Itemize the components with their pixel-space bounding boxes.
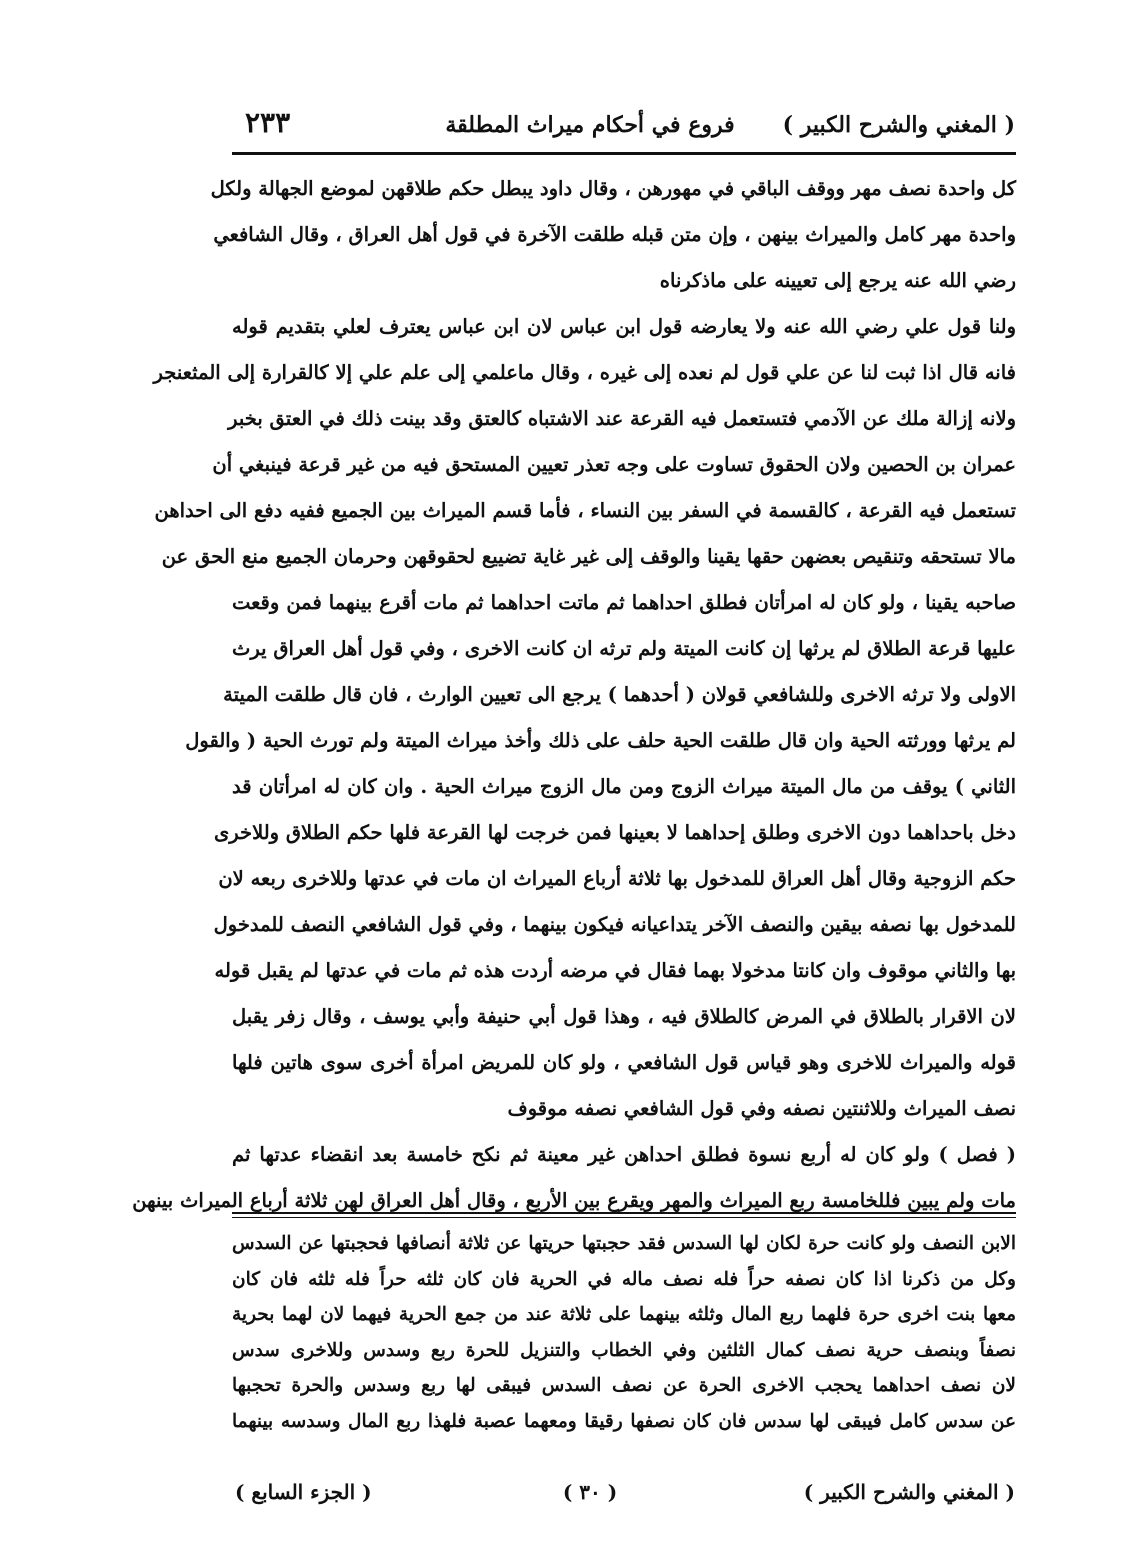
footer-sheet-number: ( ٣٠ ) <box>562 1480 618 1504</box>
text-line: مالا تستحقه وتنقيص بعضهن حقها يقينا والوقف إلى غير غاية تضييع لحقوقهن وحرمان الجميع منع الحق عن <box>161 545 1016 568</box>
text-line: تستعمل فيه القرعة ، كالقسمة في السفر بين النساء ، فأما قسم الميراث بين الجميع ففيه دفع الى احداهن <box>154 499 1016 522</box>
text-line: لم يرثها وورثته الحية وان قال طلقت الحية حلف على ذلك وأخذ ميراث الميتة ولم تورث الحية ( والقول <box>185 729 1016 752</box>
text-line: معها بنت اخرى حرة فلهما ربع المال وثلثه بينهما على ثلاثة عند من جمع الحرية فيهما لان لهما بحرية <box>232 1304 1016 1325</box>
footnote-text <box>232 1226 1016 1439</box>
text-line: عمران بن الحصين ولان الحقوق تساوت على وجه تعذر تعيين المستحق فيه من غير قرعة فينبغي أن <box>212 453 1016 476</box>
running-header-section-title: فروع في أحكام ميراث المطلقة <box>445 112 735 138</box>
footer-volume: ( الجزء السابع ) <box>235 1480 372 1504</box>
text-line: نصفاً وبنصف حرية نصف كمال الثلثين وفي الخطاب والتنزيل للحرة ربع وسدس وللاخرى سدس <box>232 1339 1016 1361</box>
text-line: رضي الله عنه يرجع إلى تعيينه على ماذكرناه <box>659 269 1016 292</box>
footnote-divider-rule-2 <box>232 1217 1016 1218</box>
running-header-book-title: ( المغني والشرح الكبير ) <box>782 112 1015 138</box>
text-line: للمدخول بها نصفه بيقين والنصف الآخر يتداعيانه فيكون بينهما ، وفي قول الشافعي النصف للمدخول <box>213 913 1016 936</box>
text-line: دخل باحداهما دون الاخرى وطلق إحداهما لا بعينها فمن خرجت لها القرعة فلها حكم الطلاق وللاخرى <box>214 821 1016 844</box>
text-line: لان نصف احداهما يحجب الاخرى الحرة عن نصف السدس فيبقى لها ربع وسدس والحرة تحجبها <box>232 1375 1016 1396</box>
text-line: عن سدس كامل فيبقى لها سدس فان كان نصفها رقيقا ومعهما عصبة فلهذا ربع المال وسدسه بينهما <box>232 1410 1016 1432</box>
text-line: وكل من ذكرنا اذا كان نصفه حراً فله نصف ماله في الحرية فان كان ثلثه حراً فله ثلثه فان كان <box>232 1268 1016 1290</box>
text-line: واحدة مهر كامل والميراث بينهن ، وإن متن قبله طلقت الآخرة في قول أهل العراق ، وقال الشافعي <box>213 223 1016 246</box>
text-line: بها والثاني موقوف وان كانتا مدخولا بهما فقال في مرضه أردت هذه ثم مات في عدتها لم يقبل قوله <box>214 959 1016 982</box>
text-line: حكم الزوجية وقال أهل العراق للمدخول بها ثلاثة أرباع الميراث ان مات في عدتها وللاخرى ربعه لان <box>218 867 1016 890</box>
text-line: الثاني ) يوقف من مال الميتة ميراث الزوج ومن مال الزوج ميراث الحية . وان كان له امرأتان قد <box>232 775 1016 798</box>
text-line: ولانه إزالة ملك عن الآدمي فتستعمل فيه القرعة عند الاشتباه كالعتق وقد بينت ذلك في العتق بخبر <box>228 407 1016 430</box>
text-line: نصف الميراث وللاثنتين نصفه وفي قول الشافعي نصفه موقوف <box>507 1097 1016 1120</box>
text-line: ( فصل ) ولو كان له أربع نسوة فطلق احداهن غير معينة ثم نكح خامسة بعد انقضاء عدتها ثم <box>232 1143 1016 1166</box>
text-line: الاولى ولا ترثه الاخرى وللشافعي قولان ( أحدهما ) يرجع الى تعيين الوارث ، فان قال طلقت الميتة <box>223 683 1016 706</box>
text-line: لان الاقرار بالطلاق في المرض كالطلاق فيه ، وهذا قول أبي حنيفة وأبي يوسف ، وقال زفر يقبل <box>232 1005 1016 1028</box>
text-line: مات ولم يبين فللخامسة ربع الميراث والمهر ويقرع بين الأربع ، وقال أهل العراق لهن ثلاثة أرباع الميراث بينهن <box>132 1189 1016 1212</box>
text-line: كل واحدة نصف مهر ووقف الباقي في مهورهن ، وقال داود يبطل حكم طلاقهن لموضع الجهالة ولكل <box>210 177 1016 200</box>
text-line: صاحبه يقينا ، ولو كان له امرأتان فطلق احداهما ثم ماتت احداهما ثم مات أقرع بينهما فمن وقعت <box>232 591 1016 614</box>
text-line: الابن النصف ولو كانت حرة لكان لها السدس فقد حجبتها حريتها عن ثلاثة أنصافها فحجبتها عن السدس <box>232 1233 1016 1254</box>
text-line: قوله والميراث للاخرى وهو قياس قول الشافعي ، ولو كان للمريض امرأة أخرى سوى هاتين فلها <box>232 1051 1016 1074</box>
main-text <box>132 166 1016 1224</box>
footnote-divider-rule <box>232 1212 1016 1214</box>
header-rule <box>232 152 1016 155</box>
text-line: فانه قال اذا ثبت لنا عن علي قول لم نعده إلى غيره ، وقال ماعلمي إلى علم علي إلا كالقرارة إلى المثعنجر <box>153 361 1016 384</box>
text-line: عليها قرعة الطلاق لم يرثها إن كانت الميتة ولم ترثه ان كانت الاخرى ، وفي قول أهل العراق يرث <box>232 637 1016 660</box>
text-line: ولنا قول علي رضي الله عنه ولا يعارضه قول ابن عباس لان ابن عباس يعترف لعلي بتقديم قوله <box>232 315 1016 338</box>
footer-book-title: ( المغني والشرح الكبير ) <box>803 1480 1015 1504</box>
page-number: ٢٣٣ <box>245 106 291 139</box>
